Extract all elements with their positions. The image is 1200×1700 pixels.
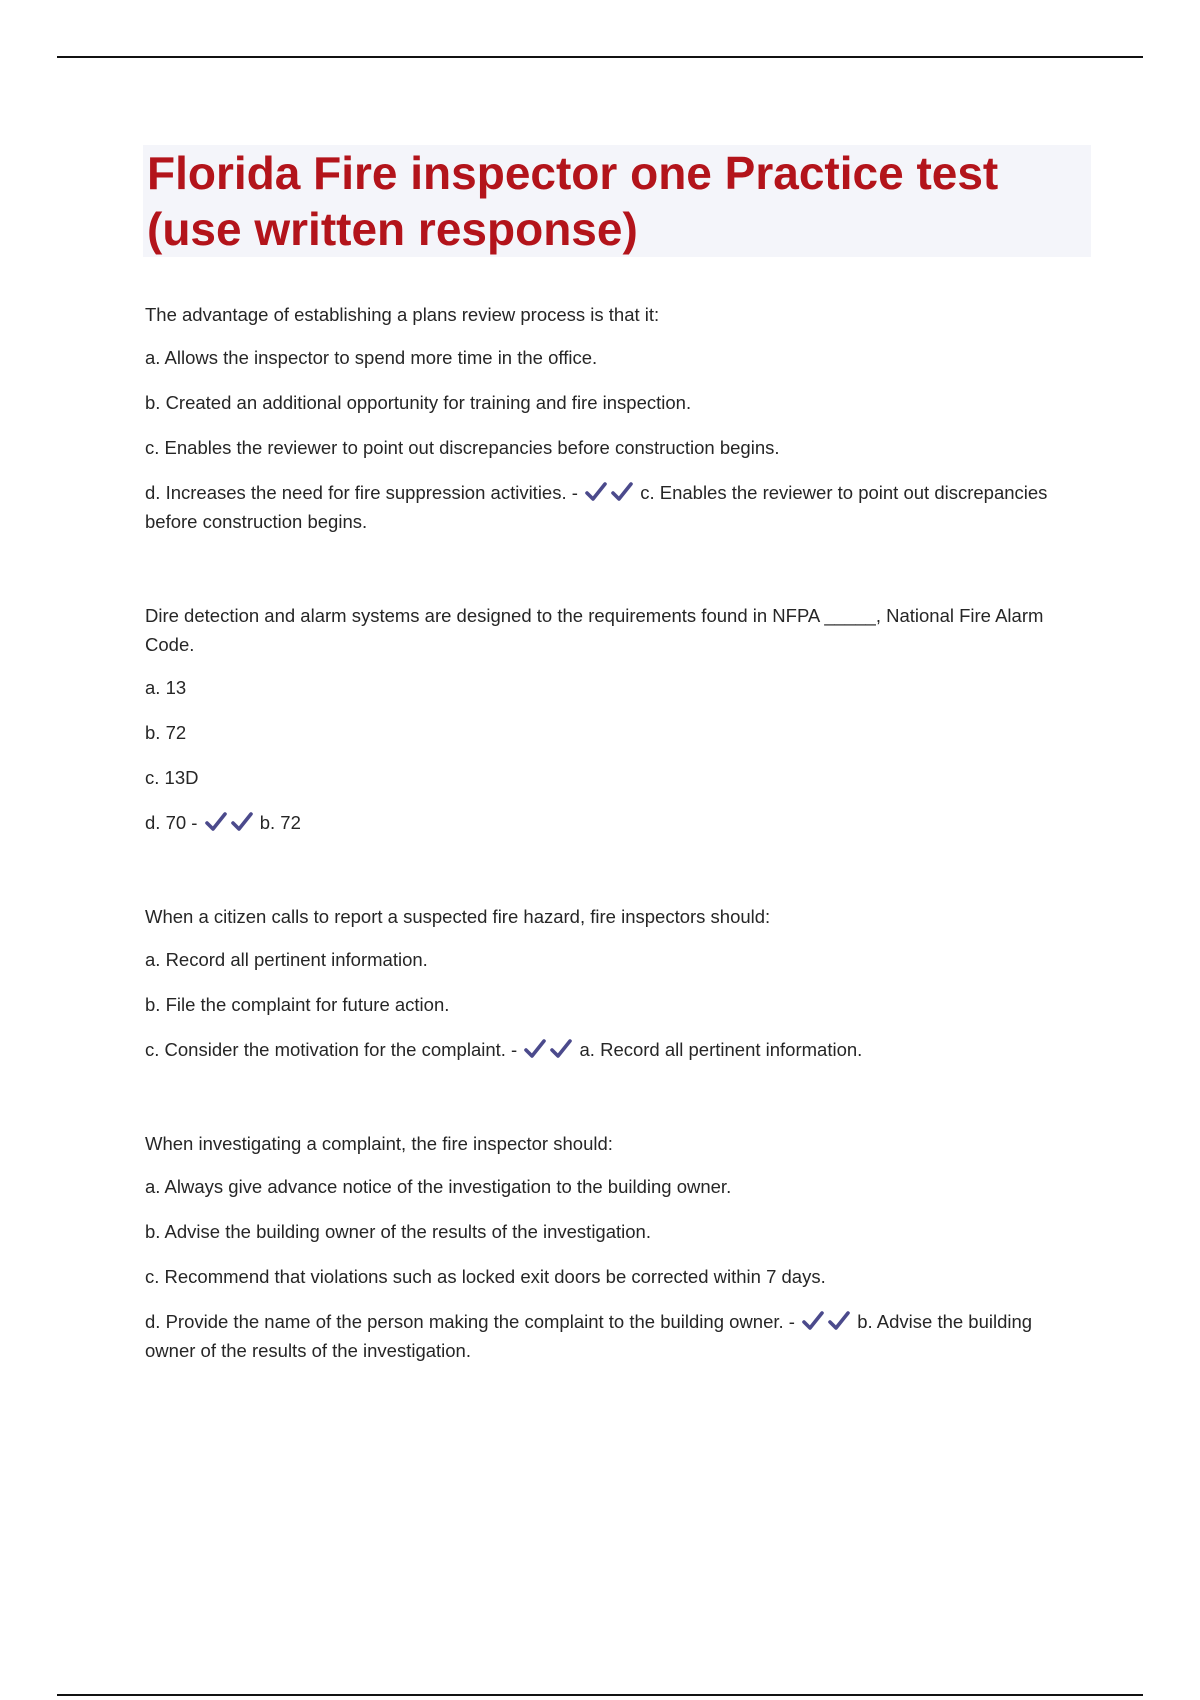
page-title-line-1: Florida Fire inspector one Practice test bbox=[147, 147, 999, 199]
checkmark-icon bbox=[802, 1311, 824, 1331]
option-d: d. Provide the name of the person making the complaint to the building owner. - bbox=[145, 1311, 795, 1332]
option-c: c. 13D bbox=[145, 767, 199, 788]
option-c: c. Consider the motivation for the complaint. - bbox=[145, 1039, 518, 1060]
option-c: c. Recommend that violations such as locked exit doors be corrected within 7 days. bbox=[145, 1266, 826, 1287]
correct-answer: b. 72 bbox=[259, 812, 301, 833]
option-d-with-answer bbox=[145, 808, 1065, 837]
checkmark-icon bbox=[231, 812, 253, 832]
page-title-line-2: (use written response) bbox=[147, 203, 638, 255]
option-c: c. Enables the reviewer to point out discrepancies before construction begins. bbox=[145, 437, 780, 458]
option-c-with-answer bbox=[145, 1035, 1065, 1064]
question-3 bbox=[145, 902, 1065, 1064]
checkmark-icon bbox=[828, 1311, 850, 1331]
checkmark-icon bbox=[205, 812, 227, 832]
option-b: b. File the complaint for future action. bbox=[145, 994, 450, 1015]
correct-answer: b. Advise the building owner of the results of the investigation. bbox=[145, 1311, 1033, 1361]
correct-answer: a. Record all pertinent information. bbox=[579, 1039, 863, 1060]
option-d: d. 70 - bbox=[145, 812, 198, 833]
option-b: b. 72 bbox=[145, 722, 187, 743]
questions-list bbox=[145, 300, 1065, 1430]
option-b: b. Advise the building owner of the results of the investigation. bbox=[145, 1221, 651, 1242]
question-stem: The advantage of establishing a plans review process is that it: bbox=[145, 304, 660, 325]
option-a: a. Record all pertinent information. bbox=[145, 949, 428, 970]
checkmark-icon bbox=[585, 482, 607, 502]
question-stem: When a citizen calls to report a suspected fire hazard, fire inspectors should: bbox=[145, 906, 771, 927]
question-1 bbox=[145, 300, 1065, 536]
option-d-with-answer bbox=[145, 1307, 1065, 1365]
option-a: a. Always give advance notice of the investigation to the building owner. bbox=[145, 1176, 732, 1197]
checkmark-icon bbox=[524, 1039, 546, 1059]
option-b: b. Created an additional opportunity for training and fire inspection. bbox=[145, 392, 692, 413]
option-d: d. Increases the need for fire suppression activities. - bbox=[145, 482, 578, 503]
footer-rule bbox=[57, 1694, 1143, 1696]
question-stem: When investigating a complaint, the fire inspector should: bbox=[145, 1133, 613, 1154]
title-block bbox=[143, 145, 1091, 257]
checkmark-icon bbox=[550, 1039, 572, 1059]
option-a: a. Allows the inspector to spend more time in the office. bbox=[145, 347, 598, 368]
correct-answer: c. Enables the reviewer to point out discrepancies before construction begins. bbox=[145, 482, 1048, 532]
question-4 bbox=[145, 1129, 1065, 1365]
header-rule bbox=[57, 56, 1143, 58]
question-2 bbox=[145, 601, 1065, 837]
checkmark-icon bbox=[611, 482, 633, 502]
option-d-with-answer bbox=[145, 478, 1065, 536]
question-stem: Dire detection and alarm systems are designed to the requirements found in NFPA _____, National Fire Alarm Code. bbox=[145, 605, 1044, 655]
option-a: a. 13 bbox=[145, 677, 187, 698]
